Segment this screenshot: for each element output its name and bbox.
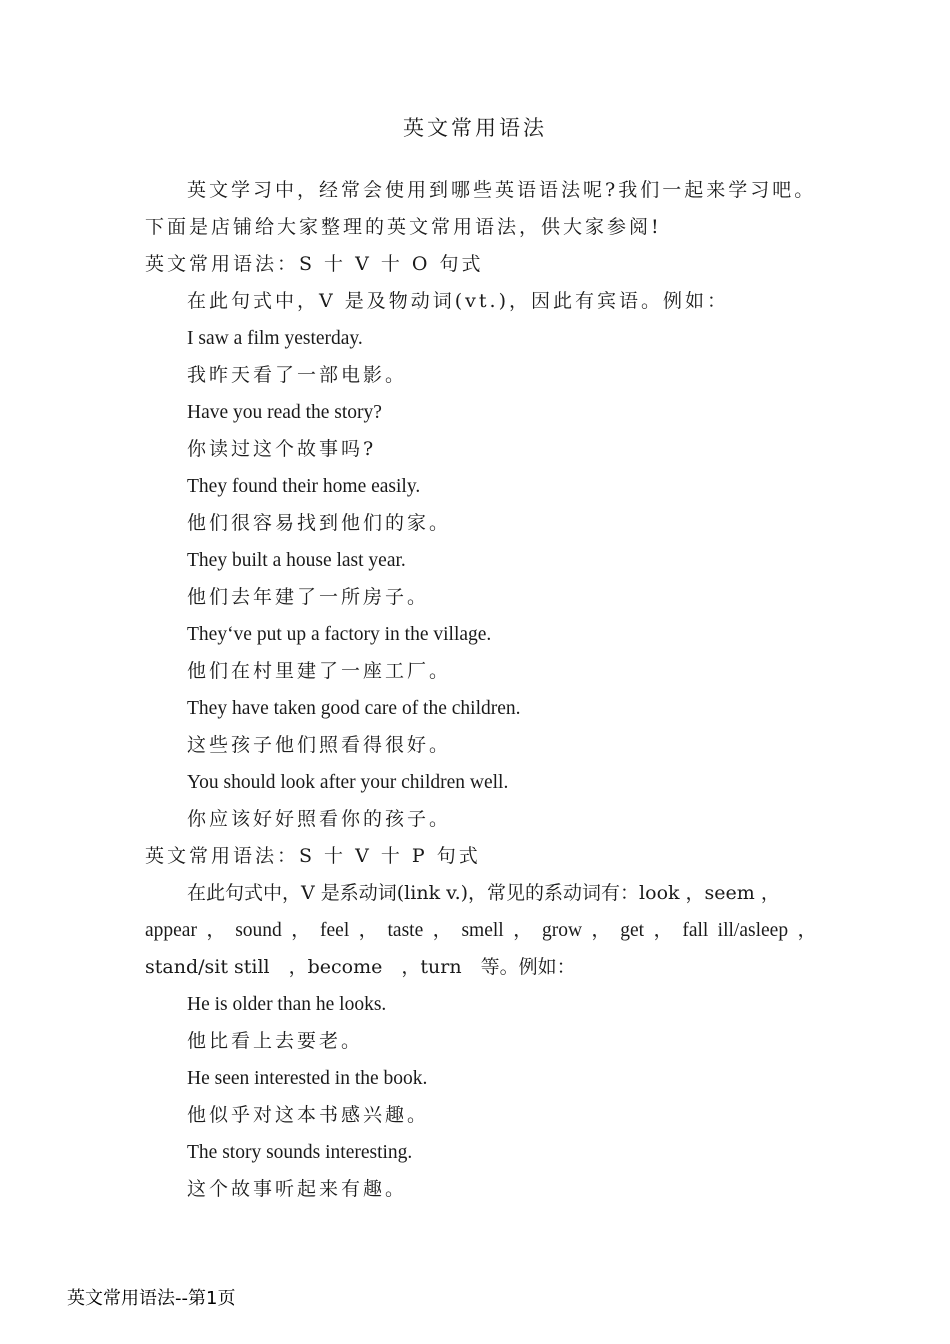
intro-line-1: 英文学习中，经常会使用到哪些英语语法呢?我们一起来学习吧。 [187, 179, 817, 201]
example-zh: 我昨天看了一部电影。 [187, 364, 408, 386]
separator: ， [513, 920, 533, 941]
separator: ， [358, 920, 379, 941]
section-heading-svo: 英文常用语法：S 十 V 十 O 句式 [145, 253, 484, 275]
example-zh: 这个故事听起来有趣。 [187, 1178, 408, 1200]
section-description-svo: 在此句式中，V 是及物动词(vt.)，因此有宾语。例如： [187, 290, 729, 312]
example-en: He is older than he looks. [187, 994, 387, 1015]
separator: ， [591, 920, 611, 941]
example-en: He seen interested in the book. [187, 1068, 428, 1089]
section-description-svp-line-1: 在此句式中，V 是系动词(link v.)，常见的系动词有：look ，seem ， [187, 882, 780, 904]
linking-verb: appear [145, 920, 197, 941]
example-en: They found their home easily. [187, 476, 421, 497]
example-en: They‘ve put up a factory in the village. [187, 624, 492, 645]
linking-verb: get [620, 920, 645, 941]
example-zh: 他比看上去要老。 [187, 1030, 364, 1052]
example-zh: 他似乎对这本书感兴趣。 [187, 1104, 430, 1126]
section-description-svp-line-2 [145, 912, 817, 949]
example-zh: 他们去年建了一所房子。 [187, 586, 430, 608]
document-body [145, 172, 817, 1208]
example-en: I saw a film yesterday. [187, 328, 363, 349]
section-heading-svp: 英文常用语法：S 十 V 十 P 句式 [145, 845, 481, 867]
example-zh: 你读过这个故事吗? [187, 438, 377, 460]
separator: ， [653, 920, 673, 941]
linking-verb: ill/asleep [717, 920, 789, 941]
page-title: 英文常用语法 [403, 116, 547, 140]
example-en: You should look after your children well. [187, 772, 509, 793]
linking-verb: sound [235, 920, 282, 941]
example-en: Have you read the story? [187, 402, 382, 423]
intro-paragraph [145, 172, 817, 246]
separator: ， [291, 920, 311, 941]
section-description-svp-line-3: stand/sit still ，become ，turn 等。例如： [145, 956, 576, 978]
example-en: They built a house last year. [187, 550, 406, 571]
linking-verb: fall [682, 920, 709, 941]
example-zh: 他们很容易找到他们的家。 [187, 512, 452, 534]
example-zh: 这些孩子他们照看得很好。 [187, 734, 452, 756]
example-en: The story sounds interesting. [187, 1142, 413, 1163]
linking-verb: taste [387, 920, 424, 941]
intro-line-2: 下面是店铺给大家整理的英文常用语法，供大家参阅! [145, 216, 662, 238]
linking-verb: grow [541, 920, 583, 941]
example-en: They have taken good care of the children. [187, 698, 521, 719]
example-zh: 你应该好好照看你的孩子。 [187, 808, 452, 830]
separator: ， [206, 920, 226, 941]
page-footer: 英文常用语法--第1页 [67, 1288, 236, 1309]
example-zh: 他们在村里建了一座工厂。 [187, 660, 452, 682]
separator: ， [432, 920, 453, 941]
linking-verb: smell [461, 920, 504, 941]
separator: ， [797, 920, 817, 941]
linking-verb: feel [320, 920, 350, 941]
